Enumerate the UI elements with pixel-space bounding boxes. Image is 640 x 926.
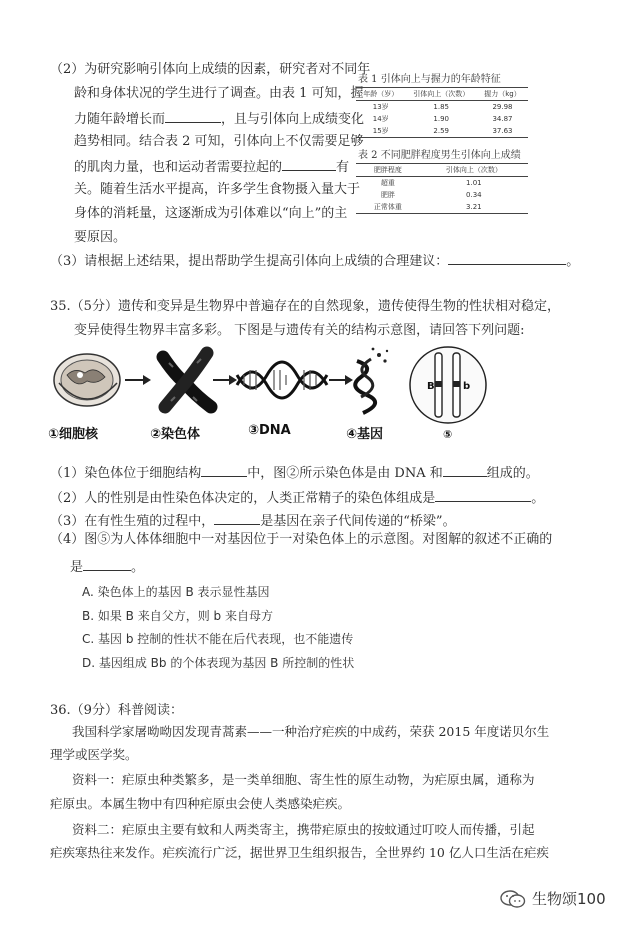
table-cell: 超重	[380, 179, 395, 187]
q35-q1-text-b: 中，图②所示染色体是由 DNA 和	[247, 466, 443, 481]
watermark-text: 生物颂100	[532, 890, 606, 908]
table-cell: 34.87	[492, 115, 513, 123]
figure-label-nucleus: ①细胞核	[48, 427, 99, 442]
table-row	[356, 125, 528, 138]
table-row	[356, 101, 528, 114]
q34-p2-line6: 关。随着生活水平提高，许多学生食物摄入量大于	[74, 182, 361, 197]
answer-blank[interactable]	[83, 556, 131, 571]
answer-blank[interactable]	[165, 108, 221, 123]
q35-q2: （2）人的性别是由性染色体决定的，人类正常精子的染色体组成是 。	[50, 487, 544, 509]
table2-header: 引体向上（次数）	[445, 166, 502, 174]
figure-label-chromosome: ②染色体	[150, 427, 201, 442]
table-cell: 29.98	[492, 103, 513, 111]
answer-blank[interactable]	[201, 462, 247, 477]
q35-q1-text-c: 组成的。	[486, 466, 539, 481]
table1-header: 引体向上（次数）	[413, 90, 470, 98]
q34-p3: （3）请根据上述结果，提出帮助学生提高引体向上成绩的合理建议： 。	[50, 250, 579, 272]
table-cell: 14岁	[372, 115, 389, 123]
table-cell: 15岁	[372, 127, 389, 135]
q34-p2-text3b: ，且与引体向上成绩变化	[221, 112, 365, 127]
table-row	[356, 177, 528, 190]
table-cell: 13岁	[372, 103, 389, 111]
answer-blank[interactable]	[214, 510, 260, 525]
table2-header: 肥胖程度	[373, 166, 402, 174]
q36-title: 36.（9分）科普阅读：	[50, 703, 183, 718]
table-cell: 1.85	[433, 103, 449, 111]
table1-header: 年龄（岁）	[363, 90, 399, 98]
answer-blank[interactable]	[282, 156, 336, 171]
q34-p3-text: （3）请根据上述结果，提出帮助学生提高引体向上成绩的合理建议：	[50, 254, 449, 269]
q35-q4-line1: （4）图⑤为人体体细胞中一对基因位于一对染色体上的示意图。对图解的叙述不正确的	[50, 532, 553, 547]
table2-block	[356, 146, 528, 214]
answer-blank[interactable]	[435, 487, 531, 502]
dna-helix-image	[237, 362, 327, 398]
q35-intro-line2: 变异使得生物界丰富多彩。 下图是与遗传有关的结构示意图，请回答下列问题:	[74, 323, 525, 338]
q36-line4: 疟原虫。本属生物中有四种疟原虫会使人类感染疟疾。	[50, 796, 351, 811]
chromosome-image	[163, 353, 211, 407]
q35-intro-line1: 35.（5分）遗传和变异是生物界中普遍存在的自然现象，遗传使得生物的性状相对稳定，	[50, 299, 560, 314]
table2-caption: 表 2 不同肥胖程度男生引体向上成绩	[358, 150, 521, 161]
q35-q4-line2: 是 。	[70, 556, 144, 578]
q36-line1: 我国科学家屠呦呦因发现青蒿素——一种治疗疟疾的中成药，荣获 2015 年度诺贝尔生	[72, 724, 550, 739]
table-cell: 1.01	[466, 179, 482, 187]
table-row	[356, 113, 528, 125]
q36-line2: 理学或医学奖。	[50, 747, 138, 762]
q34-p2-line5	[74, 156, 349, 178]
q34-p2-line2: 龄和身体状况的学生进行了调查。由表 1 可知，握	[74, 86, 364, 101]
q36-line5: 资料二：疟原虫主要有蚊和人两类寄主，携带疟原虫的按蚊通过叮咬人而传播，引起	[72, 822, 535, 837]
wechat-icon	[500, 889, 526, 909]
answer-blank[interactable]	[448, 250, 566, 265]
q35-q3	[50, 510, 456, 532]
arrow-head-2	[229, 375, 237, 385]
table-cell: 1.90	[433, 115, 449, 123]
gene-letter-B: B	[427, 381, 435, 392]
cell-nucleus-image	[54, 354, 120, 406]
figure-label-gene: ④基因	[346, 427, 384, 442]
q34-p2-text5a: 的肌肉力量，也和运动者需要拉起的	[74, 160, 283, 175]
table-cell: 正常体重	[373, 203, 402, 211]
table-cell: 0.34	[466, 191, 482, 199]
q34-p2-text5b: 有	[336, 160, 350, 175]
table-cell: 2.59	[433, 127, 449, 135]
table2	[356, 163, 528, 214]
option-a[interactable]: A. 染色体上的基因 B 表示显性基因	[82, 585, 270, 599]
option-d[interactable]: D. 基因组成 Bb 的个体表现为基因 B 所控制的性状	[82, 656, 355, 670]
table-row	[356, 189, 528, 201]
figure-label-dna: ③DNA	[248, 423, 291, 438]
gene-pair-diagram	[410, 347, 486, 423]
option-b[interactable]: B. 如果 B 来自父方，则 b 来自母方	[82, 609, 273, 623]
arrow-head-3	[345, 375, 353, 385]
q35-q2-text: （2）人的性别是由性染色体决定的，人类正常精子的染色体组成是	[50, 491, 436, 506]
q35-q3-text-a: （3）在有性生殖的过程中，	[50, 514, 215, 529]
arrow-head-1	[143, 375, 151, 385]
q35-q4-text: 是	[70, 560, 84, 575]
table1	[356, 87, 528, 138]
table-cell: 37.63	[492, 127, 513, 135]
gene-letter-b: b	[463, 381, 471, 392]
figure-label-five: ⑤	[443, 428, 453, 441]
q34-p2-line3	[74, 108, 364, 130]
table1-caption: 表 1 引体向上与握力的年龄特征	[358, 74, 501, 85]
table1-block	[356, 70, 528, 138]
q34-p2-text3a: 力随年龄增长而	[74, 112, 166, 127]
q34-p2-line4: 趋势相同。结合表 2 可知，引体向上不仅需要足够	[74, 134, 364, 149]
option-c[interactable]: C. 基因 b 控制的性状不能在后代表现，也不能遗传	[82, 632, 354, 646]
q36-line3: 资料一：疟原虫种类繁多，是一类单细胞、寄生性的原生动物，为疟原虫属，通称为	[72, 772, 535, 787]
watermark	[500, 888, 606, 909]
table-cell: 肥胖	[380, 191, 395, 199]
answer-blank[interactable]	[443, 462, 487, 477]
table1-header: 握力（kg）	[484, 90, 521, 98]
q35-q1	[50, 462, 539, 484]
table-cell: 3.21	[466, 203, 482, 211]
q35-q3-text-b: 是基因在亲子代间传递的“桥梁”。	[260, 514, 456, 529]
q34-p2-line7: 身体的消耗量，这逐渐成为引体难以“向上”的主	[74, 206, 348, 221]
q35-q1-text-a: （1）染色体位于细胞结构	[50, 466, 202, 481]
q36-line6: 疟疾寒热往来发作。疟疾流行广泛，据世界卫生组织报告，全世界约 10 亿人口生活在疟疾	[50, 845, 549, 860]
gene-image	[355, 348, 388, 413]
q34-p2-line1: （2）为研究影响引体向上成绩的因素，研究者对不同年	[50, 62, 371, 77]
table-row	[356, 201, 528, 214]
q34-p2-line8: 要原因。	[74, 230, 127, 245]
